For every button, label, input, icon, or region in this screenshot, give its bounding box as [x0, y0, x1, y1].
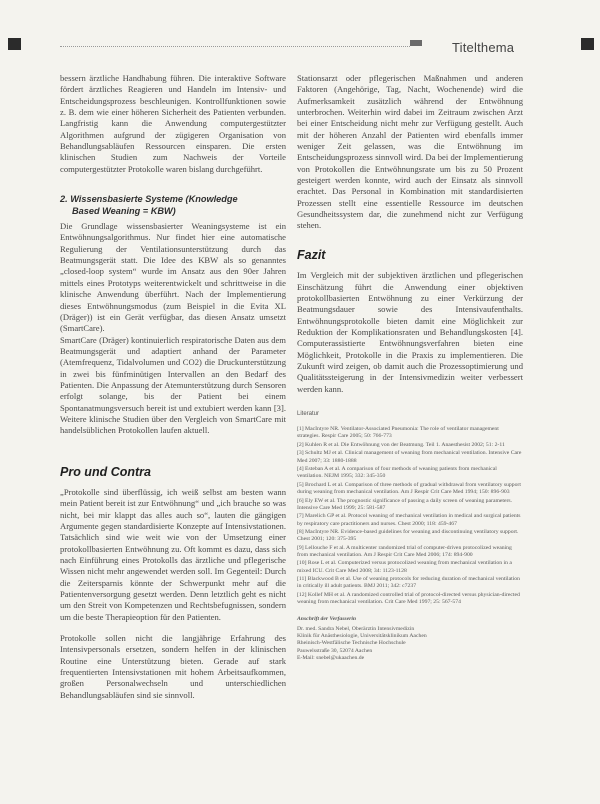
- literature-item: [11] Blackwood B et al. Use of weaning protocols for reducing duration of mechanical ventilation in critically ill adult patients. BMJ 2011; 342: c7237: [297, 576, 520, 590]
- address-line: Dr. med. Sandra Nebel, Oberärztin Intensivmedizin: [297, 625, 415, 632]
- literature-item: [1] MacIntyre NR. Ventilator-Associated Pneumonia: The role of ventilator management strategies. Respir Care 2005; 50: 766-773: [297, 426, 499, 440]
- kbw-paragraph-1: Die Grundlage wissensbasierter Weaningsysteme ist ein Entwöhnungsalgorithmus. Nur findet hier eine automatische Regulierung der Ventilationsunterstützung durch das Beatmungsgerät statt. Die Idee des KBW als so genanntes „closed-loop system“ wurde im Ansatz aus den 90er Jahren mittels eines Prototyps weiterentwickelt und schrittweise in die klinische Anwendung überführt. Nach der Implementierung dieses Entwöhnungsmodus (zum Beispiel in die Evita XL (Dräger)) ist ein Gerät verfügbar, das diesen Ansatz umsetzt (SmartCare).: [60, 221, 286, 334]
- literature-title: Literatur: [297, 410, 320, 417]
- kbw-subheading: [60, 194, 286, 217]
- section-label: Titelthema: [452, 40, 515, 55]
- crop-mark-right: [581, 38, 594, 50]
- literature-item: [4] Esteban A et al. A comparison of four methods of weaning patients from mechanical ventilation. NEJM 1995; 332: 345-350: [297, 466, 497, 480]
- address-line: E-Mail: snebel@ukaachen.de: [297, 655, 365, 662]
- kbw-subheading-line1: 2. Wissensbasierte Systeme (Knowledge: [60, 194, 238, 205]
- pro-contra-heading: Pro und Contra: [60, 464, 151, 479]
- pro-paragraph-2: Protokolle sollen nicht die langjährige Erfahrung des Intensivpersonals ersetzen, sondern helfen in der klinischen Routine eine Unterstützung bieten. Gerade auf stark frequentierten Intensivstationen mit hohem Arbeitsaufkommen, großen Personalwechseln und unterschiedlichen Behandlungsabläufen sind sie sinnvoll.: [60, 633, 286, 700]
- kbw-paragraph-2: SmartCare (Dräger) kontinuierlich respiratorische Daten aus dem Beatmungsgerät und adaptiert anhand der Parameter (Atemfrequenz, Tidalvolumen und CO2) die Druckunterstützung in zwei bis fünfminütigen Intervallen an den Bedarf des Patienten. Die Anpassung der Atemunterstützung durch Sensoren erfolgt solange, bis der Patient bei einem Spontanatmungsversuch bereit ist und extubiert werden kann [3]. Weitere klinische Studien über den Vergleich von SmartCare mit handelsüblichen Protokollen laufen aktuell.: [60, 334, 286, 436]
- right-column: [297, 73, 523, 663]
- literature-item: [6] Ely EW et al. The prognostic significance of passing a daily screen of weaning parameters. Intensive Care Med 1999; 25: 581-587: [297, 497, 513, 511]
- literature-item: [3] Schultz MJ et al. Clinical management of weaning from mechanical ventilation. Intensive Care Med 2007; 33: 1880-1888: [297, 450, 522, 464]
- literature-item: [9] Lellouche F et al. A multicenter randomized trial of computer-driven protocolized weaning from mechanical ventilation. Am J Respir Crit Care Med 2006; 174: 894-900: [297, 544, 512, 558]
- right-paragraph-1: Stationsarzt oder pflegerischen Maßnahmen und anderen Faktoren (Angehörige, Tag, Nacht, Wochenende) wird die Aufmerksamkeit zusätzlich während der Entwöhnung unterbrochen. Weiterhin wird dabei im Zeitraum zwischen Arzt bei einer Entscheidung nicht mehr zur Verfügung gestellt. Auch mit der höheren Anzahl der Patienten wird ebenfalls immer weniger Zeit gelassen, was die Entwöhnung im Entscheidungsprozess sinnvoll wird. Da bei der Implementierung von Protokollen die Entwöhnungsrate um bis zu 50 Prozent gesteigert werden konnte, wird auch der Einsatz als sinnvoll erachtet. Das Personal in Kombination mit standardisierten Prozessen stellt eine essentielle Ressource im deutschen Gesundheitssystem dar, die zunehmend nicht zur Verfügung stehen.: [297, 73, 523, 231]
- literature-item: [8] MacIntyre NR. Evidence-based guidelines for weaning and discontinuing ventilatory support. Chest 2001; 120: 375-395: [297, 529, 519, 543]
- address-line: Klinik für Anästhesiologie, Universitätsklinikum Aachen: [297, 633, 427, 640]
- header-bar: [410, 40, 422, 46]
- literature-item: [10] Rose L et al. Computerized versus protocolized weaning from mechanical ventilation in a mixed ICU. Crit Care Med 2008; 34: 1123-1128: [297, 560, 512, 574]
- pro-paragraph-1: „Protokolle sind überflüssig, ich weiß selbst am besten wann mein Patient bereit ist zur Entwöhnung“ und „ich brauche so was nicht, bei mir klappt das alles auch so“, lauten die gängigen Argumente gegen standardisierte Konzepte auf Intensivstationen. Tatsächlich sind wie weit wie von der Umsetzung einer protokollbasierten Entwöhnung zu. Oft kommt es dazu, dass sich nach Einführung eines Protokolls das ärztliche und pflegerische Wissen nicht mehr angewendet werden soll. Im Gegenteil: Durch die Zeitersparnis könnte der Schwerpunkt mehr auf die Patientenversorgung gesetzt werden. Denn letztlich geht es nicht um den Streit von Kompetenzen und Rechtsbefugnissen, sondern um die beste Therapieoption für den Patienten.: [60, 486, 286, 622]
- literature-item: [2] Kuhlen R et al. Die Entwöhnung von der Beatmung. Teil 1. Anaesthesist 2002; 51: 2-11: [297, 441, 505, 448]
- kbw-subheading-line2: Based Weaning = KBW): [72, 205, 176, 216]
- literature-item: [5] Brochard L et al. Comparison of three methods of gradual withdrawal from ventilatory support during weaning from mechanical ventilation. Am J Respir Crit Care Med 1994; 150: 896-903: [297, 481, 521, 496]
- fazit-paragraph: Im Vergleich mit der subjektiven ärztlichen und pflegerischen Einschätzung führt die Anwendung einer objektiven protokollbasierten Entwöhnung zu einer Verkürzung der Beatmungsdauer sowie des Intensivaufenthalts. Entwöhnungsprotokolle bieten damit eine Möglichkeit zur Reduktion der Komplikationsraten und Behandlungskosten [4]. Computerassistierte Entwöhnungsverfahren bieten eine Möglichkeit, Protokolle in die Praxis zu implementieren. Die Zukunft wird zeigen, ob damit auch die Prozessoptimierung und Qualitätssteigerung in der Intensivmedizin weiter verbessert werden kann.: [297, 270, 523, 394]
- literature-list: [297, 426, 523, 606]
- address-title: Anschrift der Verfasserin: [297, 616, 357, 623]
- fazit-heading: Fazit: [297, 247, 326, 262]
- literature-item: [7] Marelich GP et al. Protocol weaning of mechanical ventilation in medical and surgical patients by respiratory care practitioners and nurses. Chest 2000; 118: 459-467: [297, 513, 521, 527]
- header-rule: [60, 46, 410, 47]
- intro-paragraph: bessern ärztliche Handhabung führen. Die interaktive Software fördert ärztliches Reagieren und Handeln im Intensiv- und Entscheidungsprozess beschleunigen. Kontrollfunktionen sowie z. B. dem wie einer höheren Sicherheit des Patienten verbunden. Langfristig kann die Anwendung computergestützter Algorithmen aufgrund der zügigeren Organisation von Behandlungsabläufen Ressourcen einsparen. Die ersten klinischen Studien zum Nachweis der Vorteile computergestützter Protokolle waren bislang durchgeführt.: [60, 73, 286, 174]
- left-column: [60, 73, 286, 701]
- address-line: Rheinisch-Westfälische Technische Hochschule: [297, 640, 406, 647]
- address-line: Pauwelsstraße 30, 52074 Aachen: [297, 647, 373, 654]
- literature-item: [12] Kollef MH et al. A randomized controlled trial of protocol-directed versus physician-directed weaning from mechanical ventilation. Crit Care Med 1997; 25: 567-574: [297, 591, 520, 606]
- author-address: [297, 616, 523, 662]
- paragraph-gap: [60, 623, 286, 633]
- crop-mark-left: [8, 38, 21, 50]
